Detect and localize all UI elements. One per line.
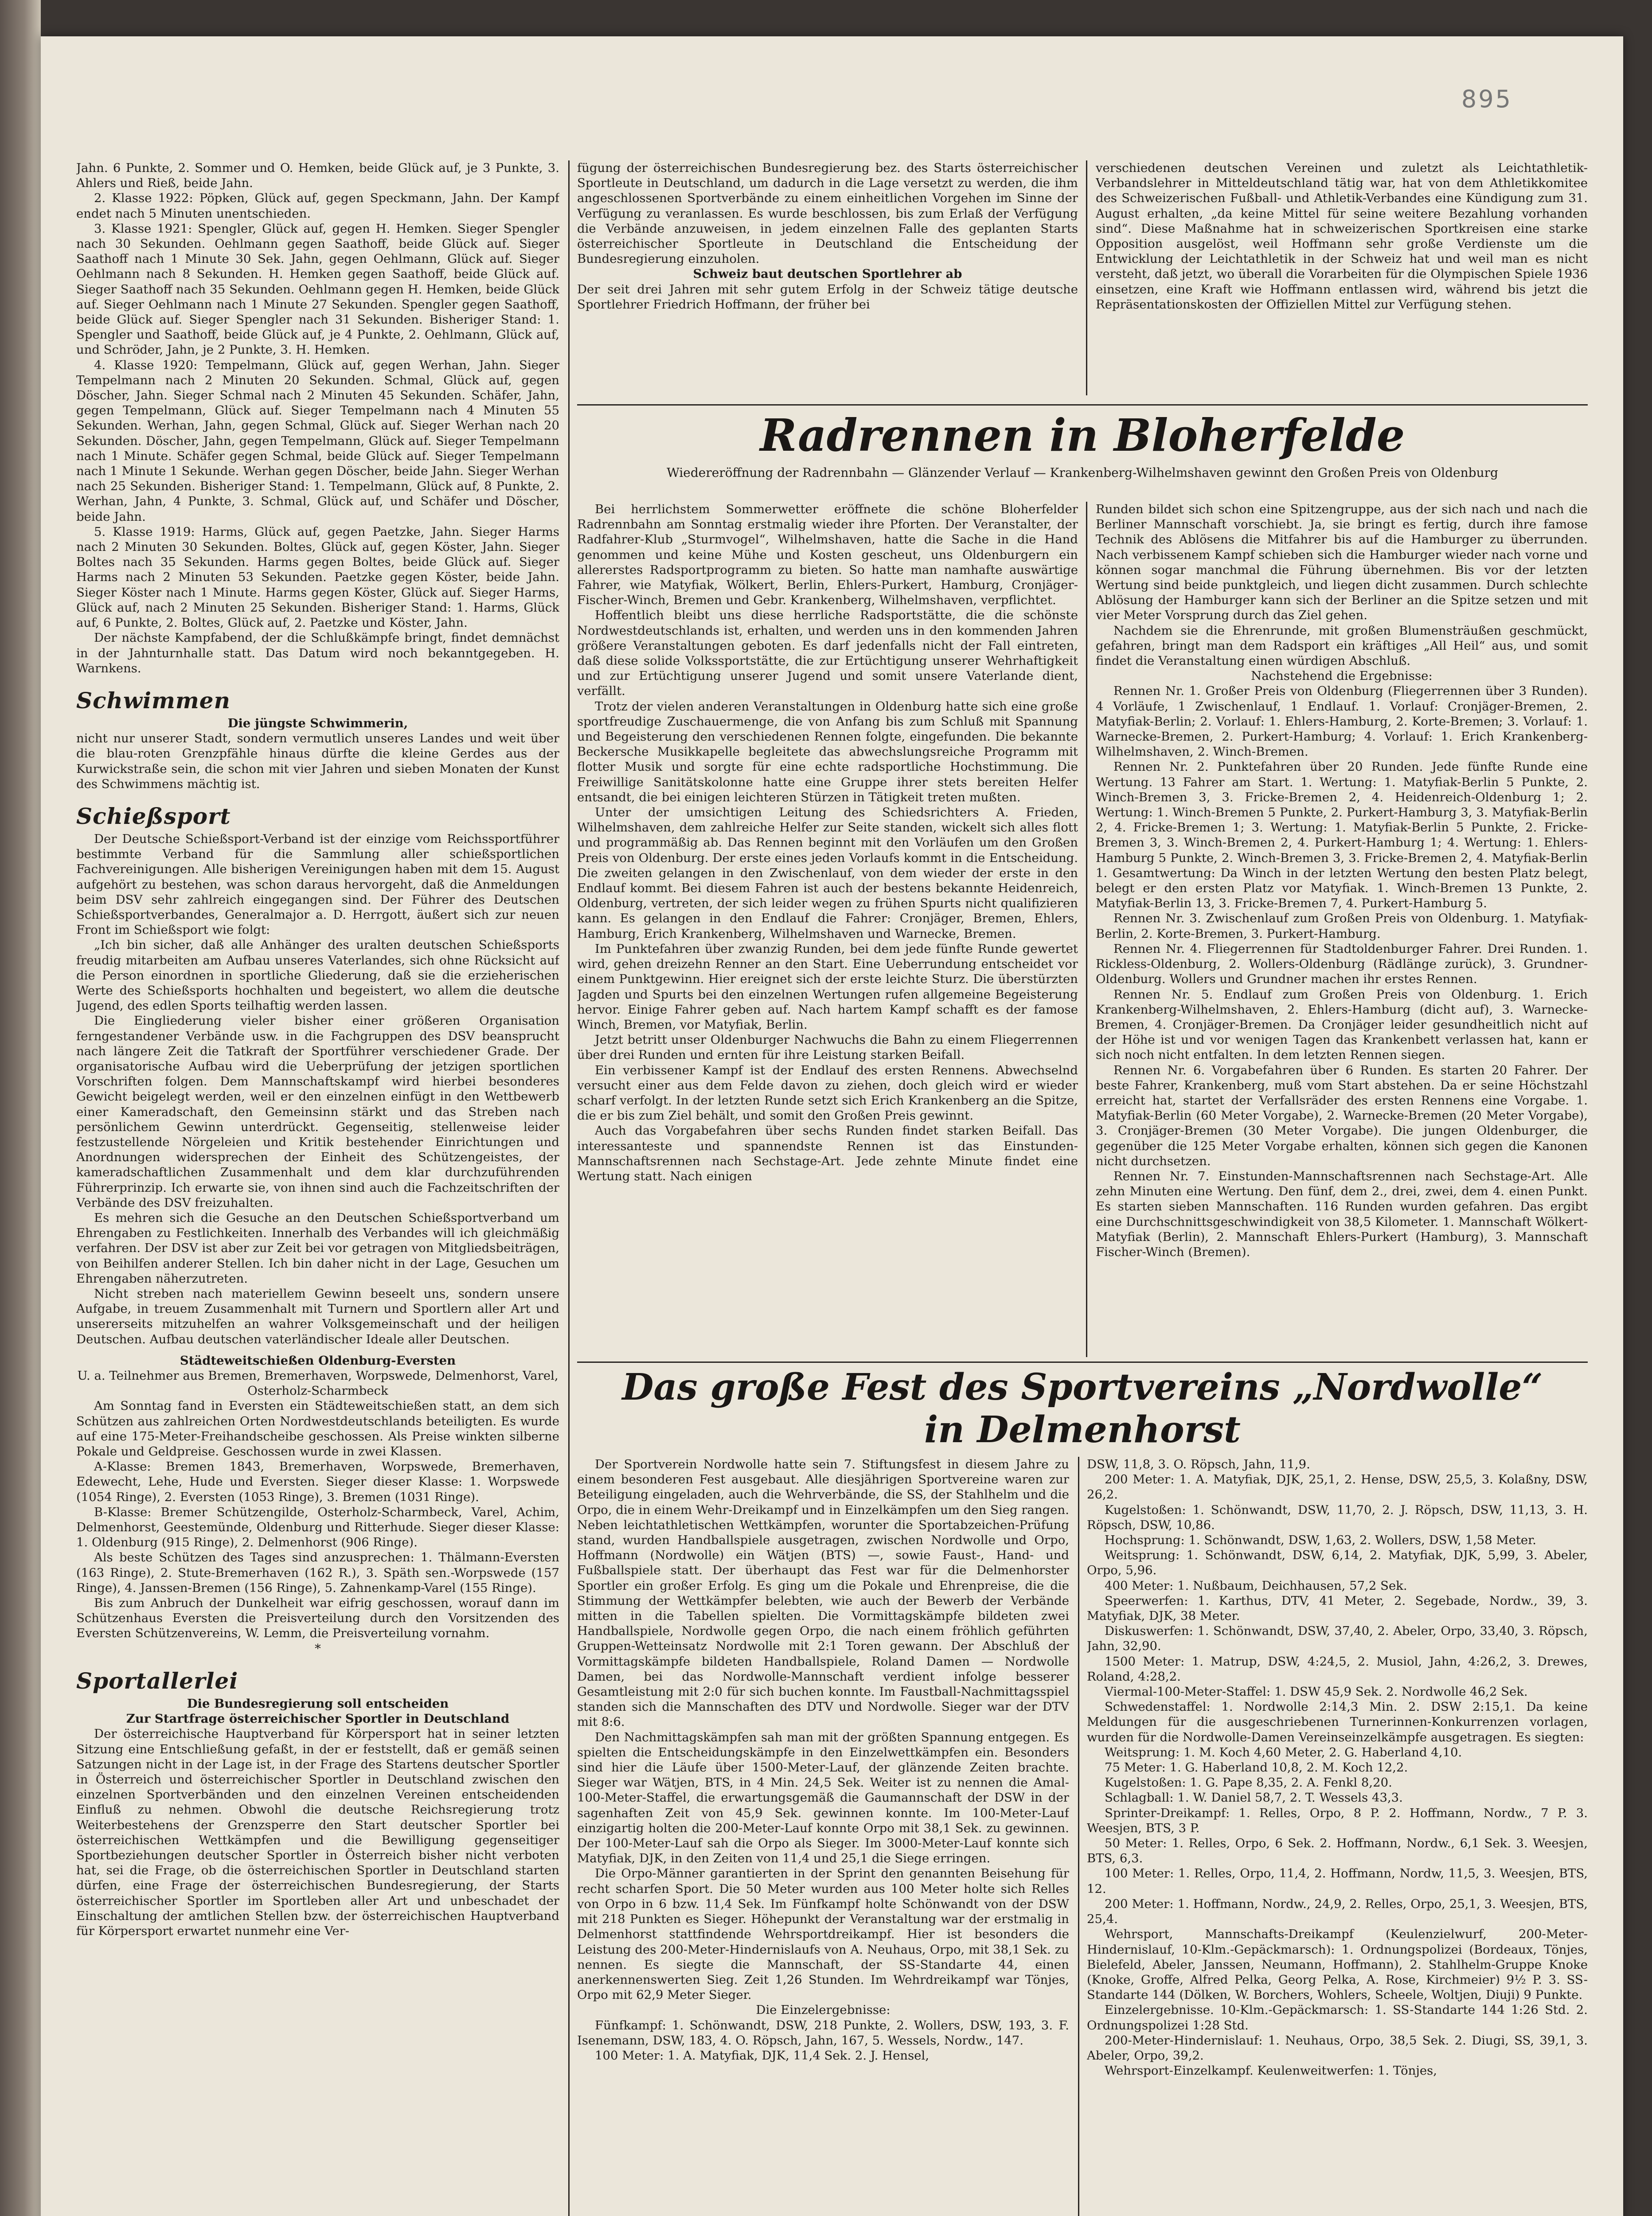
column-1 [76,160,559,2216]
results-heading: Nachstehend die Ergebnisse: [1251,669,1433,683]
column-rule [568,160,570,2216]
paragraph: Im Punktefahren über zwanzig Runden, bei dem jede fünfte Runde gewertet wird, gehen dreizehn Renner an den Start. Eine Ueberrundung entscheidet vor einem Punktgewinn. Hier ereignet sich der erste leichte Sturz. Die überstürzten Jagden und Spurts bei den einzelnen Wertungen rufen allgemeine Begeisterung hervor. Einige Fahrer geben auf. Nach hartem Kampf schafft es der famose Winch, Bremen, vor Matyfiak, Berlin. [577,941,1078,1032]
result-line: Wehrsport-Einzelkampf. Keulenweitwerfen: 1. Tönjes, [1105,2064,1437,2078]
paragraph: verschiedenen deutschen Vereinen und zuletzt als Leichtathletik-Verbandslehrer in Mitteldeutschland tätig war, hat von dem Athletikkomitee des Schweizerischen Fußball- und Athletik-Verbandes eine Kündigung zum 31. August erhalten, „da keine Mittel für seine weitere Bezahlung vorhanden sind“. Diese Maßnahme hat in schweizerischen Sportkreisen eine starke Opposition ausgelöst, weil Hoffmann sehr große Verdienste um die Entwicklung der Leichtathletik in der Schweiz hat und weil man es nicht versteht, daß jetzt, wo überall die Vorarbeiten für die Olympischen Spiele 1936 einsetzen, eine Kraft wie Hoffmann entlassen wird, während bis jetzt die Repräsentationskosten der Offiziellen Mittel zur Verfügung stehen. [1096,161,1588,312]
result-line: Schwedenstaffel: 1. Nordwolle 2:14,3 Min. 2. DSW 2:15,1. Da keine Meldungen für die ausgeschriebenen Turnerinnen-Konkurrenzen vorlagen, wurden für die Nordwolle-Damen Vereinseinzelkämpfe ausgetragen. Es siegten: [1087,1700,1588,1744]
race-result: Rennen Nr. 1. Großer Preis von Oldenburg (Fliegerrennen über 3 Runden). 4 Vorläufe, 1 Zwischenlauf, 1 Endlauf. 1. Vorlauf: Cronjäger-Bremen, 2. Matyfiak-Berlin; 2. Vorlauf: 1. Ehlers-Hamburg, 2. Korte-Bremen; 3. Vorlauf: 1. Warnecke-Bremen, 2. Purkert-Hamburg; 4. Vorlauf: 1. Erich Krankenberg-Wilhelmshaven, 2. Winch-Bremen. [1096,684,1588,759]
headline-line-1: Das große Fest des Sportvereins „Nordwolle“ [622,1366,1543,1408]
result-line: Viermal-100-Meter-Staffel: 1. DSW 45,9 Sek. 2. Nordwolle 46,2 Sek. [1105,1685,1528,1699]
paragraph: Jahn. 6 Punkte, 2. Sommer und O. Hemken, beide Glück auf, je 3 Punkte, 3. Ahlers und Rieß, beide Jahn. [76,161,559,191]
paragraph: 4. Klasse 1920: Tempelmann, Glück auf, gegen Werhan, Jahn. Sieger Tempelmann nach 2 Minuten 20 Sekunden. Schmal, Glück auf, gegen Döscher, Jahn. Sieger Schmal nach 2 Minuten 45 Sekunden. Schäfer, Jahn, gegen Tempelmann, Glück auf. Sieger Tempelmann nach 4 Minuten 55 Sekunden. Werhan, Jahn, gegen Schmal, Glück auf. Sieger Werhan nach 20 Sekunden. Döscher, Jahn, gegen Tempelmann, Glück auf. Sieger Tempelmann nach 1 Minute. Schäfer gegen Schmal, beide Glück auf. Sieger Tempelmann nach 1 Minute 1 Sekunde. Werhan gegen Döscher, beide Jahn. Sieger Werhan nach 25 Sekunden. Bisheriger Stand: 1. Tempelmann, Glück auf, 8 Punkte, 2. Werhan, Jahn, 4 Punkte, 3. Schmal, Glück auf, und Schäfer und Döscher, beide Jahn. [76,358,559,524]
paragraph: Bei herrlichstem Sommerwetter eröffnete die schöne Bloherfelder Radrennbahn am Sonntag erstmalig wieder ihre Pforten. Der Veranstalter, der Radfahrer-Klub „Sturmvogel“, Wilhelmshaven, hatte die Sache in die Hand genommen und keine Mühe und Kosten gescheut, uns Oldenburgern ein allererstes Radsportprogramm zu bieten. So hatte man namhafte auswärtige Fahrer, wie Matyfiak, Wölkert, Berlin, Ehlers-Purkert, Hamburg, Cronjäger-Fischer-Winch, Bremen und Gebr. Krankenberg, Wilhelmshaven, verpflichtet. [577,502,1078,608]
result-line: Speerwerfen: 1. Karthus, DTV, 41 Meter, 2. Segebade, Nordw., 39, 3. Matyfiak, DJK, 38 Meter. [1087,1593,1588,1623]
subheading: Die jüngste Schwimmerin, [227,716,408,730]
subheading: Zur Startfrage österreichischer Sportler in Deutschland [126,1712,510,1726]
paragraph: Die Orpo-Männer garantierten in der Sprint den genannten Beisehung für recht scharfen Sport. Die 50 Meter wurden aus 100 Meter holte sich Relles von Orpo in 6 bzw. 11,4 Sek. Im Fünfkampf holte Schönwandt von der DSW mit 218 Punkten es Sieger. Höhepunkt der Veranstaltung war der erstmalig in Delmenhorst stattfindende Wehrsportdreikampf. Hier ist besonders die Leistung des 200-Meter-Hindernislaufs von A. Neuhaus, Orpo, mit 38,1 Sek. zu nennen. Es siegte die Mannschaft, der SS-Standarte 44, einen anerkennenswerten Sieg. Zeit 1,26 Stunden. Im Wehrdreikampf war Tönjes, Orpo mit 62,9 Meter Sieger. [577,1866,1069,2002]
paragraph: Unter der umsichtigen Leitung des Schiedsrichters A. Frieden, Wilhelmshaven, dem zahlreiche Helfer zur Seite standen, wickelt sich alles flott und programmäßig ab. Das Rennen beginnt mit den Vorläufen um den Großen Preis von Oldenburg. Der erste eines jeden Vorlaufs kommt in die Entscheidung. Die zweiten gelangen in den Zwischenlauf, von dem wieder der erste in den Endlauf kommt. Bei diesem Fahren ist auch der bestens bekannte Heidenreich, Oldenburg, vertreten, der sich leider wegen zu frühen Spurts nicht qualifizieren kann. Es gelangen in den Endlauf die Fahrer: Cronjäger, Bremen, Ehlers, Hamburg, Erich Krankenberg, Wilhelmshaven und Warnecke, Bremen. [577,805,1078,941]
paragraph: Auch das Vorgabefahren über sechs Runden findet starken Beifall. Das interessanteste und spannendste Rennen ist das Einstunden-Mannschaftsrennen nach Sechstage-Art. Jede zehnte Minute findet eine Wertung statt. Nach einigen [577,1124,1078,1183]
result-line: Weitsprung: 1. Schönwandt, DSW, 6,14, 2. Matyfiak, DJK, 5,99, 3. Abeler, Orpo, 5,96. [1087,1548,1588,1578]
race-result: Rennen Nr. 4. Fliegerrennen für Stadtoldenburger Fahrer. Drei Runden. 1. Rickless-Oldenburg, 2. Wollers-Oldenburg (Rädlänge zurück), 3. Grundner-Oldenburg. Wollers und Grundner machen ihr erstes Rennen. [1096,941,1588,987]
paragraph: 3. Klasse 1921: Spengler, Glück auf, gegen H. Hemken. Sieger Spengler nach 30 Sekunden. Oehlmann gegen Saathoff, beide Glück auf. Sieger Saathoff nach 1 Minute 30 Sek. Jahn, gegen Oehlmann, Glück auf. Sieger Oehlmann nach 8 Sekunden. H. Hemken gegen Saathoff, beide Glück auf. Sieger Saathoff nach 35 Sekunden. Oehlmann gegen H. Hemken, beide Glück auf. Sieger Oehlmann nach 1 Minute 27 Sekunden. Spengler gegen Saathoff, beide Glück auf. Sieger Spengler nach 31 Sekunden. Bisheriger Stand: 1. Spengler und Saathoff, beide Glück auf, je 4 Punkte, 2. Oehlmann, Glück auf, und Schröder, Jahn, je 2 Punkte, 3. H. Hemken. [76,221,559,357]
paragraph: Der Deutsche Schießsport-Verband ist der einzige vom Reichssportführer bestimmte Verband für die Sammlung aller schießsportlichen Fachvereinigungen. Alle bisherigen Vereinigungen haben mit dem 15. August aufgehört zu bestehen, was schon daraus hervorgeht, daß die Anmeldungen beim DSV sehr zahlreich eingegangen sind. Der Führer des Deutschen Schießsportverbandes, Generalmajor a. D. Herrgott, äußert sich zur neuen Front im Schießsport wie folgt: [76,831,559,937]
subheading: Die Bundesregierung soll entscheiden [187,1696,449,1711]
section-heading-schiesssport: Schießsport [76,803,231,829]
paragraph: A-Klasse: Bremen 1843, Bremerhaven, Worpswede, Bremerhaven, Edewecht, Lehe, Hude und Eversten. Sieger dieser Klasse: 1. Worpswede (1054 Ringe), 2. Eversten (1053 Ringe), 3. Bremen (1031 Ringe). [76,1459,559,1504]
headline-rule [577,404,1588,406]
result-line: Kugelstoßen: 1. G. Pape 8,35, 2. A. Fenkl 8,20. [1105,1775,1392,1790]
column-rule [1078,1457,1079,2216]
result-line: Hochsprung: 1. Schönwandt, DSW, 1,63, 2. Wollers, DSW, 1,58 Meter. [1105,1533,1537,1548]
result-line: Weitsprung: 1. M. Koch 4,60 Meter, 2. G. Haberland 4,10. [1105,1745,1462,1760]
column-rule [1086,502,1087,1357]
result-line: 100 Meter: 1. Relles, Orpo, 11,4, 2. Hoffmann, Nordw, 11,5, 3. Weesjen, BTS, 12. [1087,1866,1588,1896]
newspaper-page [41,36,1623,2216]
race-result: Rennen Nr. 6. Vorgabefahren über 6 Runden. Es starten 20 Fahrer. Der beste Fahrer, Krankenberg, muß vom Start abstehen. Da er seine Höchstzahl erreicht hat, startet der Verfallsräder des ersten Rennens eine Vorgabe. 1. Matyfiak-Berlin (60 Meter Vorgabe), 2. Warnecke-Bremen (20 Meter Vorgabe), 3. Cronjäger-Bremen (30 Meter Vorgabe). Die jungen Oldenburger, die gegenüber die 125 Meter Vorgabe erhalten, können sich gegen die Kanonen nicht durchsetzen. [1096,1063,1588,1168]
radrennen-right-column [1096,502,1588,1357]
paragraph: 5. Klasse 1919: Harms, Glück auf, gegen Paetzke, Jahn. Sieger Harms nach 2 Minuten 30 Sekunden. Boltes, Glück auf, gegen Köster, Jahn. Sieger Boltes nach 35 Sekunden. Harms gegen Boltes, beide Glück auf. Sieger Harms nach 2 Minuten 53 Sekunden. Paetzke gegen Köster, beide Jahn. Sieger Köster nach 1 Minute. Harms gegen Köster, Glück auf. Sieger Harms, Glück auf, nach 2 Minuten 25 Sekunden. Bisheriger Stand: 1. Harms, Glück auf, 6 Punkte, 2. Boltes, Glück auf, 2. Paetzke und Köster, Jahn. [76,524,559,630]
headline-line-2: in Delmenhorst [924,1408,1241,1451]
paragraph: B-Klasse: Bremer Schützengilde, Osterholz-Scharmbeck, Varel, Achim, Delmenhorst, Geestemünde, Oldenburg und Ritterhude. Sieger dieser Klasse: 1. Oldenburg (915 Ringe), 2. Delmenhorst (906 Ringe). [76,1505,559,1550]
column-2-top [577,160,1078,409]
result-line: 400 Meter: 1. Nußbaum, Deichhausen, 57,2 Sek. [1105,1578,1407,1593]
result-line: Diskuswerfen: 1. Schönwandt, DSW, 37,40, 2. Abeler, Orpo, 33,40, 3. Röpsch, Jahn, 32,90. [1087,1624,1588,1654]
column-3-top [1096,160,1588,395]
paragraph: Nachdem sie die Ehrenrunde, mit großen Blumensträußen geschmückt, gefahren, bringt man dem Radsport ein kräftiges „All Heil“ aus, und somit findet die Veranstaltung einen würdigen Abschluß. [1096,623,1588,668]
result-line: Wehrsport, Mannschafts-Dreikampf (Keulenzielwurf, 200-Meter-Hindernislauf, 10-Klm.-Gepäckmarsch): 1. Ordnungspolizei (Bordeaux, Tönjes, Bielefeld, Abeler, Janssen, Neumann, Hoffmann), 2. Stahlhelm-Gruppe Knoke (Knoke, Groffe, Alfred Pelka, Georg Pelka, A. Rose, Kirchmeier) 9½ P. 3. SS-Standarte 144 (Dölken, W. Borchers, Wohlers, Scheele, Woltjen, Diuji) 9 Punkte. [1087,1927,1588,2002]
results-heading: Die Einzelergebnisse: [756,2003,890,2017]
fest-right-column [1087,1457,1588,2216]
paragraph: Bis zum Anbruch der Dunkelheit war eifrig geschossen, worauf dann im Schützenhaus Eversten die Preisverteilung durch den Vorsitzenden des Eversten Schützenvereins, W. Lemm, die Preisverteilung vornahm. [76,1596,559,1641]
paragraph: fügung der österreichischen Bundesregierung bez. des Starts österreichischer Sportleute in Deutschland, um dadurch in die Lage versetzt zu werden, die ihm angeschlossenen Sportverbände zu einem einheitlichen Vorgehen im Sinne der Verfügung zu veranlassen. Es wurde beschlossen, bis zum Erlaß der Verfügung die Verbände anzuweisen, in jedem einzelnen Falle des geplanten Starts österreichischer Sportleute in Deutschland die Entscheidung der Bundesregierung einzuholen. [577,161,1078,266]
result-line: Einzelergebnisse. 10-Klm.-Gepäckmarsch: 1. SS-Standarte 144 1:26 Std. 2. Ordnungspolizei 1:28 Std. [1087,2003,1588,2033]
page-number: 895 [1461,85,1512,113]
article-headline-radrennen: Radrennen in Bloherfelde [760,409,1405,461]
wrestling-results [76,160,559,676]
paragraph: nicht nur unserer Stadt, sondern vermutlich unseres Landes und weit über die blau-roten Grenzpfähle hinaus dürfte die kleine Gerdes aus der Kurwickstraße sein, die schon mit vier Jahren und sieben Monaten der Kunst des Schwimmens mächtig ist. [76,731,559,791]
paragraph: Jetzt betritt unser Oldenburger Nachwuchs die Bahn zu einem Fliegerrennen über drei Runden und ernten für ihre Leistung starken Beifall. [577,1033,1078,1062]
subheading-detail: U. a. Teilnehmer aus Bremen, Bremerhaven, Worpswede, Delmenhorst, Varel, Osterholz-Scharmbeck [77,1369,558,1398]
result-line: Kugelstoßen: 1. Schönwandt, DSW, 11,70, 2. J. Röpsch, DSW, 11,13, 3. H. Röpsch, DSW, 10,86. [1087,1502,1588,1532]
paragraph: Trotz der vielen anderen Veranstaltungen in Oldenburg hatte sich eine große sportfreudige Zuschauermenge, die von Anfang bis zum Schluß mit Spannung und Begeisterung den verschiedenen Rennen folgte, eingefunden. Die bekannte Beckersche Musikkapelle begleitete das abwechslungsreiche Programm mit flotter Musik und sorgte für eine echte radsportliche Hochstimmung. Die Freiwillige Sanitätskolonne hatte eine Gruppe ihrer stets bereiten Helfer entsandt, die bei einigen leichteren Stürzen in Tätigkeit treten mußten. [577,699,1078,804]
article-headline-fest [577,1366,1588,1451]
result-line: DSW, 11,8, 3. O. Röpsch, Jahn, 11,9. [1087,1457,1310,1471]
result-line: 75 Meter: 1. G. Haberland 10,8, 2. M. Koch 12,2. [1105,1760,1408,1775]
paragraph: 100 Meter: 1. A. Matyfiak, DJK, 11,4 Sek. 2. J. Hensel, [595,2048,929,2063]
paragraph: Der österreichische Hauptverband für Körpersport hat in seiner letzten Sitzung eine Entschließung gefaßt, in der er feststellt, daß er gemäß seinen Satzungen nicht in der Lage ist, in der Frage des Startens deutscher Sportler in Österreich und österreichischer Sportler in Deutschland zwischen den einzelnen Sportverbänden und den einzelnen Vereinen entscheidenden Einfluß zu nehmen. Obwohl die deutsche Reichsregierung trotz Weiterbestehens der Grenzsperre den Start deutscher Sportler bei österreichischen Wettkämpfen und die Bewilligung gegenseitiger Sportbeziehungen deutscher Sportler in Österreich bisher nicht verboten hat, sei die Frage, ob die österreichischen Sportler in Deutschland starten dürfen, eine Frage der österreichischen Bundesregierung, der Starts österreichischer Sportler im Sportleben aller Art und unbeschadet der Einschaltung der amtlichen Stellen bzw. der österreichischen Hauptverband für Körpersport erwartet nunmehr eine Ver- [76,1727,559,1938]
section-heading-schwimmen: Schwimmen [76,687,230,714]
fest-left-column [577,1457,1069,2216]
paragraph: Es mehren sich die Gesuche an den Deutschen Schießsportverband um Ehrengaben zu Festlichkeiten. Innerhalb des Verbandes will ich gleichmäßig verfahren. Der DSV ist aber zur Zeit bei vor getragen von Mitgliedsbeiträgen, von Beihilfen anderer Stellen. Ich bin daher nicht in der Lage, Gesuchen um Ehrengaben näherzutreten. [76,1211,559,1286]
paragraph: Der seit drei Jahren mit sehr gutem Erfolg in der Schweiz tätige deutsche Sportlehrer Friedrich Hoffmann, der früher bei [577,282,1078,312]
section-heading-sportallerlei: Sportallerlei [76,1667,238,1694]
race-result: Rennen Nr. 7. Einstunden-Mannschaftsrennen nach Sechstage-Art. Alle zehn Minuten eine Wertung. Den fünf, dem 2., drei, zwei, dem 4. einen Punkt. Es starten sieben Mannschaften. 116 Runden wurden gefahren. Das ergibt eine Durchschnittsgeschwindigkeit von 38,5 Kilometer. 1. Mannschaft Wölkert-Matyfiak (Berlin), 2. Mannschaft Ehlers-Purkert (Hamburg), 3. Mannschaft Fischer-Winch (Bremen). [1096,1169,1588,1259]
paragraph: Als beste Schützen des Tages sind anzusprechen: 1. Thälmann-Eversten (163 Ringe), 2. Stute-Bremerhaven (162 R.), 3. Späth sen.-Worpswede (157 Ringe), 4. Janssen-Bremen (156 Ringe), 5. Zahnenkamp-Varel (155 Ringe). [76,1550,559,1595]
result-line: 200-Meter-Hindernislauf: 1. Neuhaus, Orpo, 38,5 Sek. 2. Diugi, SS, 39,1, 3. Abeler, Orpo, 39,2. [1087,2033,1588,2063]
paragraph: Am Sonntag fand in Eversten ein Städteweitschießen statt, an dem sich Schützen aus zahlreichen Orten Nordwestdeutschlands beteiligten. Es wurde auf eine 175-Meter-Freihandscheibe geschossen. Als Preise winkten silberne Pokale und Geldpreise. Geschossen wurde in zwei Klassen. [76,1399,559,1459]
result-line: 200 Meter: 1. Hoffmann, Nordw., 24,9, 2. Relles, Orpo, 25,1, 3. Weesjen, BTS, 25,4. [1087,1896,1588,1927]
book-binding [0,0,41,2216]
result-line: 1500 Meter: 1. Matrup, DSW, 4:24,5, 2. Musiol, Jahn, 4:26,2, 3. Drewes, Roland, 4:28,2. [1087,1654,1588,1684]
result-line: Schlagball: 1. W. Daniel 58,7, 2. T. Wessels 43,3. [1105,1791,1403,1805]
headline-rule [577,1362,1588,1363]
race-result: Rennen Nr. 2. Punktefahren über 20 Runden. Jede fünfte Runde eine Wertung. 13 Fahrer am Start. 1. Wertung: 1. Matyfiak-Berlin 5 Punkte, 2. Winch-Bremen 3, 3. Fricke-Bremen 2, 4. Heidenreich-Oldenburg 1; 2. Wertung: 1. Winch-Bremen 5 Punkte, 2. Purkert-Hamburg 3, 3. Matyfiak-Berlin 2, 4. Fricke-Bremen 1; 3. Wertung: 1. Matyfiak-Berlin 5 Punkte, 2. Fricke-Bremen 3, 3. Winch-Bremen 2, 4. Purkert-Hamburg 1; 4. Wertung: 1. Ehlers-Hamburg 5 Punkte, 2. Winch-Bremen 3, 3. Fricke-Bremen 2, 4. Matyfiak-Berlin 1. Gesamtwertung: Da Winch in der letzten Wertung den besten Platz belegt, belegt er den ersten Platz vor Matyfiak. 1. Winch-Bremen 13 Punkte, 2. Matyfiak-Berlin 13, 3. Fricke-Bremen 7, 4. Purkert-Hamburg 5. [1096,760,1588,911]
paragraph: Fünfkampf: 1. Schönwandt, DSW, 218 Punkte, 2. Wollers, DSW, 193, 3. F. Isenemann, DSW, 183, 4. O. Röpsch, Jahn, 167, 5. Wessels, Nordw., 147. [577,2018,1069,2048]
paragraph: Den Nachmittagskämpfen sah man mit der größten Spannung entgegen. Es spielten die Entscheidungskämpfe in den Einzelwettkämpfen ein. Besonders sind hier die Läufe über 1500-Meter-Lauf, der glänzende Zeiten brachte. Sieger war Wätjen, BTS, in 4 Min. 24,5 Sek. Weiter ist zu nennen die Amal-100-Meter-Staffel, die erwartungsgemäß die Gaumannschaft der DSW in der sagenhaften Zeit von 45,9 Sek. gewinnen konnte. Im 100-Meter-Lauf einzigartig holten die 200-Meter-Lauf konnte Orpo mit 38,1 Sek. zu gewinnen. Der 100-Meter-Lauf sah die Orpo als Sieger. Im 3000-Meter-Lauf konnte sich Matyfiak, DJK, in den Zeiten von 11,4 und 25,1 die Siege erringen. [577,1730,1069,1866]
paragraph: Nicht streben nach materiellem Gewinn beseelt uns, sondern unsere Aufgabe, in treuem Zusammenhalt mit Turnern und Sportlern aller Art und unsererseits mitzuhelfen an wahrer Volksgemeinschaft und der heiligen Deutschen. Aufbau deutschen vaterländischer Ideale aller Deutschen. [76,1287,559,1346]
article-subheadline-radrennen: Wiedereröffnung der Radrennbahn — Glänzender Verlauf — Krankenberg-Wilhelmshaven gewinnt den Großen Preis von Oldenburg [667,465,1498,480]
paragraph: Runden bildet sich schon eine Spitzengruppe, aus der sich nach und nach die Berliner Mannschaft vorschiebt. Ja, sie bringt es fertig, durch ihre famose Technik des Ablösens die Mitfahrer bis auf die Hamburger zu überrunden. Nach verbissenem Kampf schieben sich die Hamburger wieder nach vorne und können sogar manchmal die Führung übernehmen. Bis vor der letzten Wertung sind beide punktgleich, und liegen dicht zusammen. Durch schlechte Ablösung der Hamburger kann sich der Berliner an die Spitze setzen und mit vier Meter Vorsprung durch das Ziel gehen. [1096,502,1588,623]
paragraph: Hoffentlich bleibt uns diese herrliche Radsportstätte, die die schönste Nordwestdeutschlands ist, erhalten, und werden uns in den kommenden Jahren größere Veranstaltungen geboten. Es darf jedenfalls nicht der Fall eintreten, daß diese solide Volkssportstätte, die zur Ertüchtigung unserer Wehrhaftigkeit und zur Ertüchtigung unserer Jugend und somit unsere Vaterlande dient, verfällt. [577,608,1078,698]
column-rule [1086,160,1087,395]
race-result: Rennen Nr. 3. Zwischenlauf zum Großen Preis von Oldenburg. 1. Matyfiak-Berlin, 2. Korte-Bremen, 3. Purkert-Hamburg. [1096,911,1588,941]
subheading: Städteweitschießen Oldenburg-Eversten [180,1353,456,1368]
radrennen-left-column [577,502,1078,1357]
paragraph: Die Eingliederung vieler bisher einer größeren Organisation ferngestandener Verbände usw. in die Fachgruppen des DSV beansprucht nach längere Zeit die Tatkraft der Sportführer verschiedener Grade. Der organisatorische Aufbau wird die Ueberprüfung der jetzigen sportlichen Vorschriften folgen. Dem Mannschaftskampf wird hierbei besonderes Gewicht beigelegt werden, weil er den einzelnen einfügt in den Wettbewerb einer Kameradschaft, den Gemeinsinn stärkt und das Streben nach persönlichem Gewinn unterdrückt. Gegenseitig, stellenweise leider festzustellende Nörgeleien und Kritik bestehender Einrichtungen und Anordnungen widersprechen der Einheit des Schützengeistes, der kameradschaftlichen Zusammenhalt und dem klar durchzuführenden Führerprinzip. Ich erwarte sie, von ihnen sind auch die Fachzeitschriften der Verbände des DSV freizuhalten. [76,1014,559,1210]
race-result: Rennen Nr. 5. Endlauf zum Großen Preis von Oldenburg. 1. Erich Krankenberg-Wilhelmshaven, 2. Ehlers-Hamburg (dicht auf), 3. Warnecke-Bremen, 4. Cronjäger-Bremen. Da Cronjäger leider gesundheitlich nicht auf der Höhe ist und vor wenigen Tagen das Krankenbett verlassen hat, kann er sich noch nicht entfalten. In dem letzten Rennen siegen. [1096,987,1588,1062]
paragraph: Der nächste Kampfabend, der die Schlußkämpfe bringt, findet demnächst in der Jahnturnhalle statt. Das Datum wird noch bekanntgegeben. H. Warnkens. [76,631,559,675]
paragraph: „Ich bin sicher, daß alle Anhänger des uralten deutschen Schießsports freudig mitarbeiten am Aufbau unseres Vaterlandes, sich ohne Rücksicht auf die Person einordnen in sportliche Gliederung, daß sie die erzieherischen Werte des Schießsports hochhalten und begeistert, wo allem die deutsche Jugend, des edlen Sports teilhaftig werden lassen. [76,938,559,1013]
separator-star: * [315,1641,321,1656]
result-line: 200 Meter: 1. A. Matyfiak, DJK, 25,1, 2. Hense, DSW, 25,5, 3. Kolaßny, DSW, 26,2. [1087,1472,1588,1502]
subheading: Schweiz baut deutschen Sportlehrer ab [693,267,962,281]
paragraph: 2. Klasse 1922: Pöpken, Glück auf, gegen Speckmann, Jahn. Der Kampf endet nach 5 Minuten unentschieden. [76,191,559,221]
result-line: 50 Meter: 1. Relles, Orpo, 6 Sek. 2. Hoffmann, Nordw., 6,1 Sek. 3. Weesjen, BTS, 6,3. [1087,1836,1588,1866]
paragraph: Der Sportverein Nordwolle hatte sein 7. Stiftungsfest in diesem Jahre zu einem besonderen Fest ausgebaut. Alle diesjährigen Sportvereine waren zur Beteiligung eingeladen, auch die Wehrverbände, die SS, der Stahlhelm und die Orpo, die in einem Wehr-Dreikampf und in Einzelkämpfen um den Sieg rangen. Neben leichtathletischen Wettkämpfen, worunter die Sportabzeichen-Prüfung stand, wurden Handballspiele ausgetragen, zwischen Nordwolle und Orpo, Hoffmann (Nordwolle) ein Wätjen (BTS) —, sowie Faust-, Hand- und Fußballspiele statt. Der überhaupt das Fest war für die Delmenhorster Sportler ein großer Erfolg. Es ging um die Pokale und Ehrenpreise, die die Stimmung der Wettkämpfer belebten, wie auch der Bewerb der Verbände mitten in die Tabellen spielten. Die Vormittagskämpfe bildeten zwei Handballspiele, Nordwolle gegen Orpo, die nach einem fröhlich geführten Gruppen-Wetteinsatz Nordwolle mit 2:1 Toren gewann. Der Abschluß der Vormittagskämpfe bildeten Handballspiele, Roland Damen — Nordwolle Damen, bei das Nordwolle-Mannschaft verdient infolge besserer Gesamtleistung mit 2:0 für sich buchen konnte. Im Faustball-Nachmittagsspiel standen sich die Mannschaften des DTV und Nordwolle. Sieger war der DTV mit 8:6. [577,1457,1069,1729]
paragraph: Ein verbissener Kampf ist der Endlauf des ersten Rennens. Abwechselnd versucht einer aus dem Felde davon zu ziehen, doch gleich wird er wieder scharf verfolgt. In der letzten Runde setzt sich Erich Krankenberg an die Spitze, die er bis zum Ziel behält, und somit den Großen Preis gewinnt. [577,1063,1078,1123]
result-line: Sprinter-Dreikampf: 1. Relles, Orpo, 8 P. 2. Hoffmann, Nordw., 7 P. 3. Weesjen, BTS, 3 P. [1087,1806,1588,1835]
